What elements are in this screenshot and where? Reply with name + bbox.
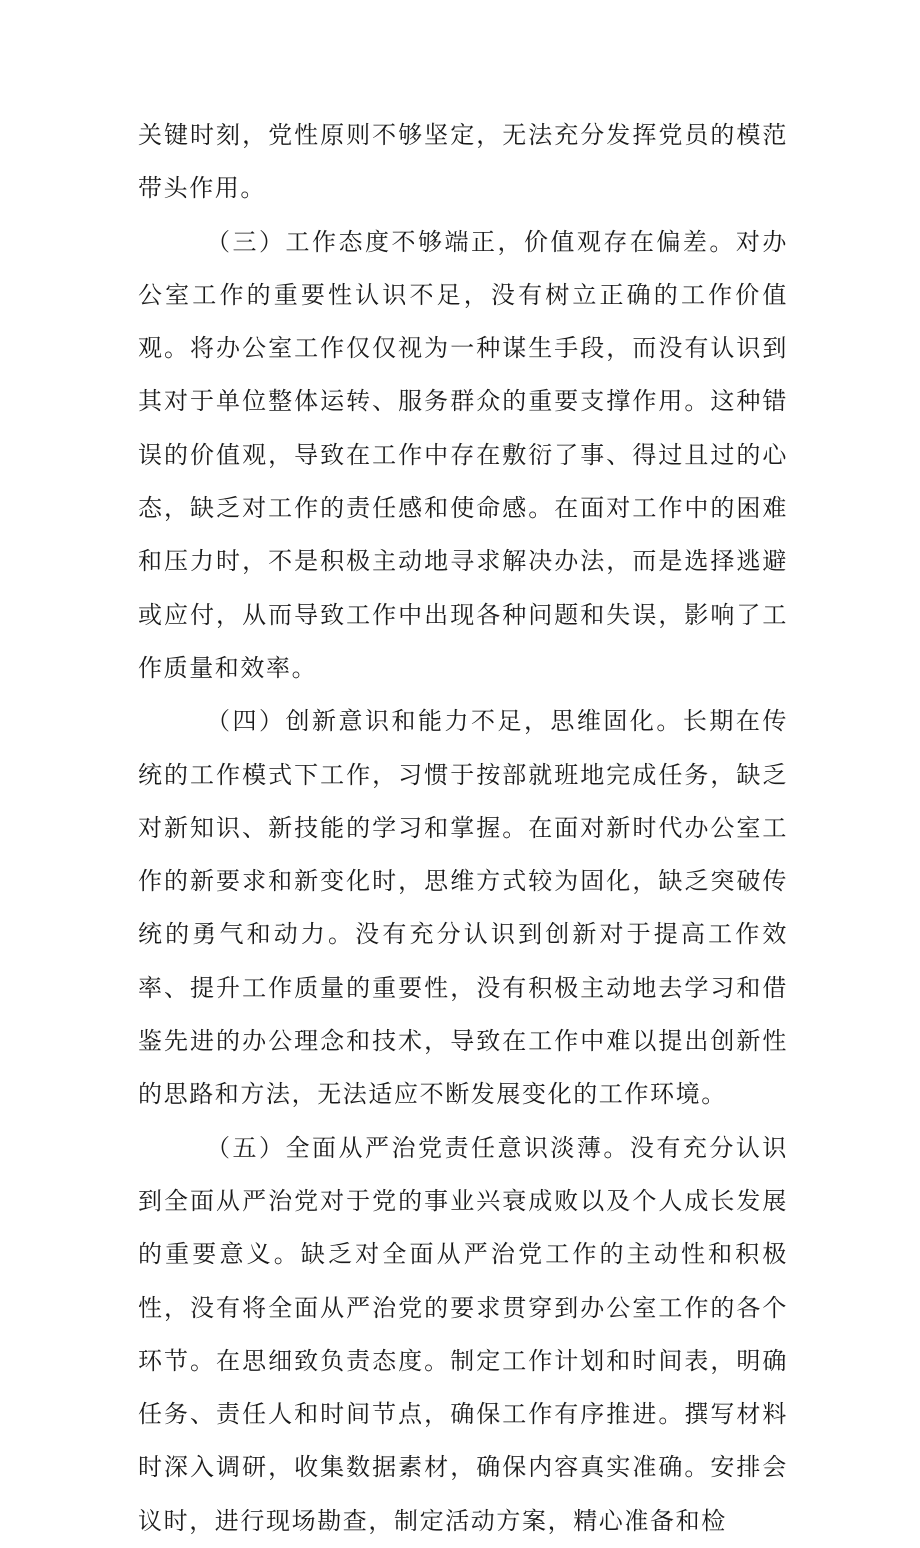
body-text (138, 109, 788, 1548)
paragraph-section-3: （三）工作态度不够端正，价值观存在偏差。对办公室工作的重要性认识不足，没有树立正确的工作价值观。将办公室工作仅仅视为一种谋生手段，而没有认识到其对于单位整体运转、服务群众的重要支撑作用。这种错误的价值观，导致在工作中存在敷衍了事、得过且过的心态，缺乏对工作的责任感和使命感。在面对工作中的困难和压力时，不是积极主动地寻求解决办法，而是选择逃避或应付，从而导致工作中出现各种问题和失误，影响了工作质量和效率。 (138, 227, 788, 682)
paragraph-continuation: 关键时刻，党性原则不够坚定，无法充分发挥党员的模范带头作用。 (138, 121, 788, 203)
paragraph-section-5: （五）全面从严治党责任意识淡薄。没有充分认识到全面从严治党对于党的事业兴衰成败以及个人成长发展的重要意义。缺乏对全面从严治党工作的主动性和积极性，没有将全面从严治党的要求贯穿到办公室工作的各个环节。在思细致负责态度。制定工作计划和时间表，明确任务、责任人和时间节点，确保工作有序推进。撰写材料时深入调研，收集数据素材，确保内容真实准确。安排会议时，进行现场勘查，制定活动方案，精心准备和检 (138, 1133, 788, 1535)
paragraph-section-4: （四）创新意识和能力不足，思维固化。长期在传统的工作模式下工作，习惯于按部就班地完成任务，缺乏对新知识、新技能的学习和掌握。在面对新时代办公室工作的新要求和新变化时，思维方式较为固化，缺乏突破传统的勇气和动力。没有充分认识到创新对于提高工作效率、提升工作质量的重要性，没有积极主动地去学习和借鉴先进的办公理念和技术，导致在工作中难以提出创新性的思路和方法，无法适应不断发展变化的工作环境。 (138, 707, 788, 1109)
